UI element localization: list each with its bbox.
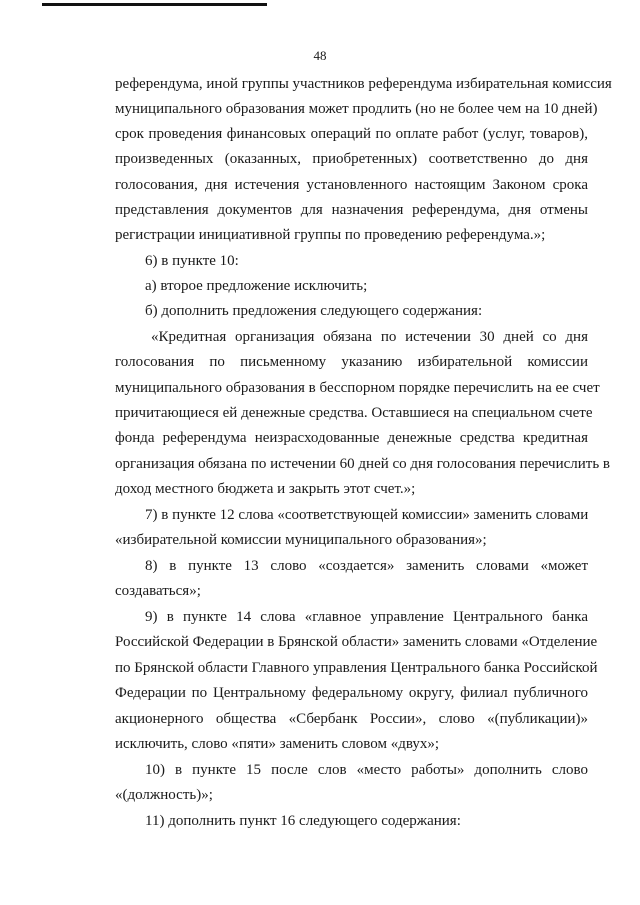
- text-line: исключить, слово «пяти» заменить словом «двух»;: [115, 736, 440, 752]
- text-line: Федерации по Центральному федеральному округу, филиал публичного: [115, 685, 588, 701]
- text-line: «(должность)»;: [115, 787, 213, 803]
- text-line: «Кредитная организация обязана по истечении 30 дней со дня: [151, 329, 588, 345]
- page-number: 48: [313, 48, 327, 63]
- text-line: референдума, иной группы участников референдума избирательная комиссия: [115, 76, 612, 92]
- text-line: причитающиеся ей денежные средства. Оставшиеся на специальном счете: [115, 405, 593, 421]
- text-line: 9) в пункте 14 слова «главное управление Центрального банка: [145, 609, 588, 625]
- scan-edge-mark: [42, 3, 267, 6]
- text-line: акционерного общества «Сбербанк России», слово «(публикации)»: [115, 711, 588, 727]
- text-line: муниципального образования может продлить (но не более чем на 10 дней): [115, 101, 598, 117]
- text-line: произведенных (оказанных, приобретенных) соответственно до дня: [115, 151, 588, 167]
- text-line: голосования, дня истечения установленного настоящим Законом срока: [115, 177, 588, 193]
- text-line: по Брянской области Главного управления Центрального банка Российской: [115, 660, 598, 676]
- text-line: «избирательной комиссии муниципального образования»;: [115, 532, 487, 548]
- text-line: б) дополнить предложения следующего содержания:: [145, 303, 483, 319]
- text-line: голосования по письменному указанию избирательной комиссии: [115, 354, 588, 370]
- text-line: Российской Федерации в Брянской области» заменить словами «Отделение: [115, 634, 598, 650]
- text-line: доход местного бюджета и закрыть этот счет.»;: [115, 481, 416, 497]
- text-line: 7) в пункте 12 слова «соответствующей комиссии» заменить словами: [145, 507, 589, 523]
- text-line: 10) в пункте 15 после слов «место работы» дополнить слово: [145, 762, 588, 778]
- text-line: а) второе предложение исключить;: [145, 278, 368, 294]
- text-line: фонда референдума неизрасходованные денежные средства кредитная: [115, 430, 588, 446]
- text-line: муниципального образования в бесспорном порядке перечислить на ее счет: [115, 380, 600, 396]
- text-line: срок проведения финансовых операций по оплате работ (услуг, товаров),: [115, 126, 588, 142]
- text-line: регистрации инициативной группы по проведению референдума.»;: [115, 227, 546, 243]
- text-line: 6) в пункте 10:: [145, 253, 239, 269]
- text-line: 8) в пункте 13 слово «создается» заменить словами «может: [145, 558, 588, 574]
- text-line: представления документов для назначения референдума, дня отмены: [115, 202, 588, 218]
- text-line: организация обязана по истечении 60 дней со дня голосования перечислить в: [115, 456, 611, 472]
- text-line: создаваться»;: [115, 583, 201, 599]
- text-line: 11) дополнить пункт 16 следующего содержания:: [145, 813, 461, 829]
